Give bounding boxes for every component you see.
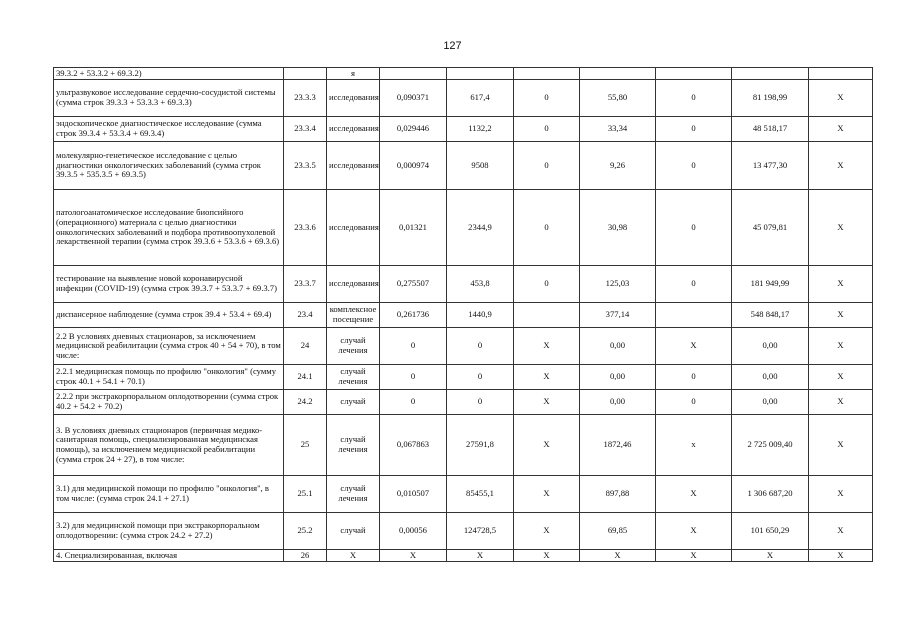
cell-c9: 81 198,99 xyxy=(732,80,809,117)
cell-c5: 1440,9 xyxy=(447,303,514,328)
cell-unit: случай лечения xyxy=(327,365,380,390)
cell-c7: 377,14 xyxy=(580,303,656,328)
cell-c5: 85455,1 xyxy=(447,476,514,513)
cell-code: 25 xyxy=(284,415,327,476)
cell-c4: 0,275507 xyxy=(380,266,447,303)
cell-c10: X xyxy=(809,266,873,303)
cell-c10: X xyxy=(809,415,873,476)
table-row xyxy=(54,365,873,390)
cell-unit: случай xyxy=(327,513,380,550)
cell-c7: 9,26 xyxy=(580,142,656,190)
cell-desc: молекулярно-генетическое исследование с целью диагностики онкологических заболеваний (сумма строк 39.3.5 + 535.3.5 + 69.3.5) xyxy=(54,142,284,190)
cell-c10: X xyxy=(809,142,873,190)
cell-c10: X xyxy=(809,513,873,550)
cell-c8: X xyxy=(656,476,732,513)
cell-c8: 0 xyxy=(656,80,732,117)
cell-c6: 0 xyxy=(514,117,580,142)
cell-c10 xyxy=(809,68,873,80)
cell-c8: 0 xyxy=(656,365,732,390)
table-row xyxy=(54,476,873,513)
cell-c10: X xyxy=(809,365,873,390)
cell-code: 23.3.5 xyxy=(284,142,327,190)
cell-code: 25.2 xyxy=(284,513,327,550)
cell-c10: X xyxy=(809,80,873,117)
cell-c4: 0,067863 xyxy=(380,415,447,476)
cell-c9: 2 725 009,40 xyxy=(732,415,809,476)
cell-c5 xyxy=(447,68,514,80)
cell-code: 23.3.4 xyxy=(284,117,327,142)
cell-c7: 897,88 xyxy=(580,476,656,513)
cell-c5: 0 xyxy=(447,328,514,365)
table-row xyxy=(54,550,873,562)
cell-desc: патологоанатомическое исследование биопсийного (операционного) материала с целью диагностики онкологических заболеваний и подбора противоопухолевой лекарственной терапии (сумма строк 39.3.6 + 53.3.6 + 69.3.6) xyxy=(54,190,284,266)
cell-c4: 0,01321 xyxy=(380,190,447,266)
cell-c4: X xyxy=(380,550,447,562)
cell-c6: X xyxy=(514,365,580,390)
cell-c6 xyxy=(514,303,580,328)
cell-c10: X xyxy=(809,476,873,513)
cell-c9: 181 949,99 xyxy=(732,266,809,303)
cell-c6: 0 xyxy=(514,266,580,303)
cell-code: 25.1 xyxy=(284,476,327,513)
table-row xyxy=(54,68,873,80)
cell-c9: 548 848,17 xyxy=(732,303,809,328)
cell-c6: X xyxy=(514,415,580,476)
page-number: 127 xyxy=(443,40,462,52)
cell-c7: 30,98 xyxy=(580,190,656,266)
cell-desc: 4. Специализированная, включая xyxy=(54,550,284,562)
cell-c10: X xyxy=(809,117,873,142)
cell-c7: 0,00 xyxy=(580,328,656,365)
cell-c4: 0 xyxy=(380,390,447,415)
cell-code: 24 xyxy=(284,328,327,365)
cell-c9: X xyxy=(732,550,809,562)
cell-c6: X xyxy=(514,328,580,365)
cell-c4: 0 xyxy=(380,328,447,365)
cell-c9: 1 306 687,20 xyxy=(732,476,809,513)
cell-c8: X xyxy=(656,328,732,365)
cell-c6: X xyxy=(514,390,580,415)
table-row xyxy=(54,415,873,476)
cell-desc: 3. В условиях дневных стационаров (первичная медико-санитарная помощь, специализированная медицинская помощь), за исключением медицинской реабилитации (сумма строк 24 + 27), в том числе: xyxy=(54,415,284,476)
cell-c9: 0,00 xyxy=(732,390,809,415)
cell-c4 xyxy=(380,68,447,80)
cell-unit: случай xyxy=(327,390,380,415)
cell-c9: 101 650,29 xyxy=(732,513,809,550)
cell-c6: 0 xyxy=(514,142,580,190)
cell-c8: x xyxy=(656,415,732,476)
cell-c5: 0 xyxy=(447,390,514,415)
cell-unit: я xyxy=(327,68,380,80)
cell-c7: 1872,46 xyxy=(580,415,656,476)
cell-c6: X xyxy=(514,513,580,550)
cell-code: 24.2 xyxy=(284,390,327,415)
cell-c7: 125,03 xyxy=(580,266,656,303)
cell-c6: X xyxy=(514,476,580,513)
table-row xyxy=(54,142,873,190)
cell-desc: 3.1) для медицинской помощи по профилю "онкология", в том числе: (сумма строк 24.1 + 27.1) xyxy=(54,476,284,513)
cell-unit: исследования xyxy=(327,117,380,142)
cell-desc: ультразвуковое исследование сердечно-сосудистой системы (сумма строк 39.3.3 + 53.3.3 + 69.3.3) xyxy=(54,80,284,117)
cell-c6: 0 xyxy=(514,80,580,117)
cell-desc: 3.2) для медицинской помощи при экстракорпоральном оплодотворении: (сумма строк 24.2 + 27.2) xyxy=(54,513,284,550)
cell-c7: 55,80 xyxy=(580,80,656,117)
cell-unit: случай лечения xyxy=(327,415,380,476)
cell-desc: 2.2.1 медицинская помощь по профилю "онкология" (сумму строк 40.1 + 54.1 + 70.1) xyxy=(54,365,284,390)
cell-code: 26 xyxy=(284,550,327,562)
cell-c5: 27591,8 xyxy=(447,415,514,476)
cell-c5: 453,8 xyxy=(447,266,514,303)
cell-desc: диспансерное наблюдение (сумма строк 39.4 + 53.4 + 69.4) xyxy=(54,303,284,328)
cell-c10: X xyxy=(809,328,873,365)
cell-unit: исследования xyxy=(327,80,380,117)
cell-c10: X xyxy=(809,303,873,328)
cell-c4: 0,00056 xyxy=(380,513,447,550)
cell-c6: 0 xyxy=(514,190,580,266)
cell-unit: случай лечения xyxy=(327,328,380,365)
table-row xyxy=(54,513,873,550)
cell-c9: 13 477,30 xyxy=(732,142,809,190)
cell-code: 23.3.7 xyxy=(284,266,327,303)
cell-c7 xyxy=(580,68,656,80)
cell-code xyxy=(284,68,327,80)
cell-c7: 69,85 xyxy=(580,513,656,550)
cell-code: 23.3.3 xyxy=(284,80,327,117)
table-row xyxy=(54,303,873,328)
cell-desc: тестирование на выявление новой коронавирусной инфекции (COVID-19) (сумма строк 39.3.7 + 53.3.7 + 69.3.7) xyxy=(54,266,284,303)
cell-unit: X xyxy=(327,550,380,562)
cell-c9: 48 518,17 xyxy=(732,117,809,142)
cell-c8 xyxy=(656,68,732,80)
table-row xyxy=(54,266,873,303)
data-table xyxy=(53,67,873,562)
cell-c4: 0,261736 xyxy=(380,303,447,328)
cell-code: 23.3.6 xyxy=(284,190,327,266)
cell-c5: 617,4 xyxy=(447,80,514,117)
cell-c5: 1132,2 xyxy=(447,117,514,142)
cell-c4: 0 xyxy=(380,365,447,390)
cell-c8: 0 xyxy=(656,266,732,303)
table-row xyxy=(54,390,873,415)
cell-c8: 0 xyxy=(656,390,732,415)
cell-code: 24.1 xyxy=(284,365,327,390)
cell-c7: 33,34 xyxy=(580,117,656,142)
cell-c9: 0,00 xyxy=(732,365,809,390)
cell-c6: X xyxy=(514,550,580,562)
cell-c5: 9508 xyxy=(447,142,514,190)
cell-unit: случай лечения xyxy=(327,476,380,513)
cell-c7: X xyxy=(580,550,656,562)
cell-c5: 2344,9 xyxy=(447,190,514,266)
cell-desc: 39.3.2 + 53.3.2 + 69.3.2) xyxy=(54,68,284,80)
table-row xyxy=(54,328,873,365)
cell-c9: 45 079,81 xyxy=(732,190,809,266)
table-row xyxy=(54,117,873,142)
cell-c7: 0,00 xyxy=(580,365,656,390)
cell-c8: 0 xyxy=(656,190,732,266)
cell-c8: 0 xyxy=(656,117,732,142)
cell-c10: X xyxy=(809,190,873,266)
cell-c5: 0 xyxy=(447,365,514,390)
cell-desc: 2.2 В условиях дневных стационаров, за исключением медицинской реабилитации (сумма строк 40 + 54 + 70), в том числе: xyxy=(54,328,284,365)
cell-unit: исследования xyxy=(327,266,380,303)
cell-unit: исследования xyxy=(327,142,380,190)
cell-c5: X xyxy=(447,550,514,562)
table-row xyxy=(54,190,873,266)
cell-c8: 0 xyxy=(656,142,732,190)
cell-c8: X xyxy=(656,513,732,550)
cell-c4: 0,000974 xyxy=(380,142,447,190)
cell-c8: X xyxy=(656,550,732,562)
cell-c9 xyxy=(732,68,809,80)
cell-c10: X xyxy=(809,550,873,562)
cell-c4: 0,029446 xyxy=(380,117,447,142)
cell-desc: 2.2.2 при экстракорпоральном оплодотворении (сумма строк 40.2 + 54.2 + 70.2) xyxy=(54,390,284,415)
cell-c10: X xyxy=(809,390,873,415)
table-row xyxy=(54,80,873,117)
cell-c6 xyxy=(514,68,580,80)
cell-c4: 0,010507 xyxy=(380,476,447,513)
cell-c7: 0,00 xyxy=(580,390,656,415)
cell-c4: 0,090371 xyxy=(380,80,447,117)
cell-desc: эндоскопическое диагностическое исследование (сумма строк 39.3.4 + 53.3.4 + 69.3.4) xyxy=(54,117,284,142)
cell-c8 xyxy=(656,303,732,328)
cell-c9: 0,00 xyxy=(732,328,809,365)
cell-unit: комплексное посещение xyxy=(327,303,380,328)
cell-code: 23.4 xyxy=(284,303,327,328)
cell-c5: 124728,5 xyxy=(447,513,514,550)
cell-unit: исследования xyxy=(327,190,380,266)
